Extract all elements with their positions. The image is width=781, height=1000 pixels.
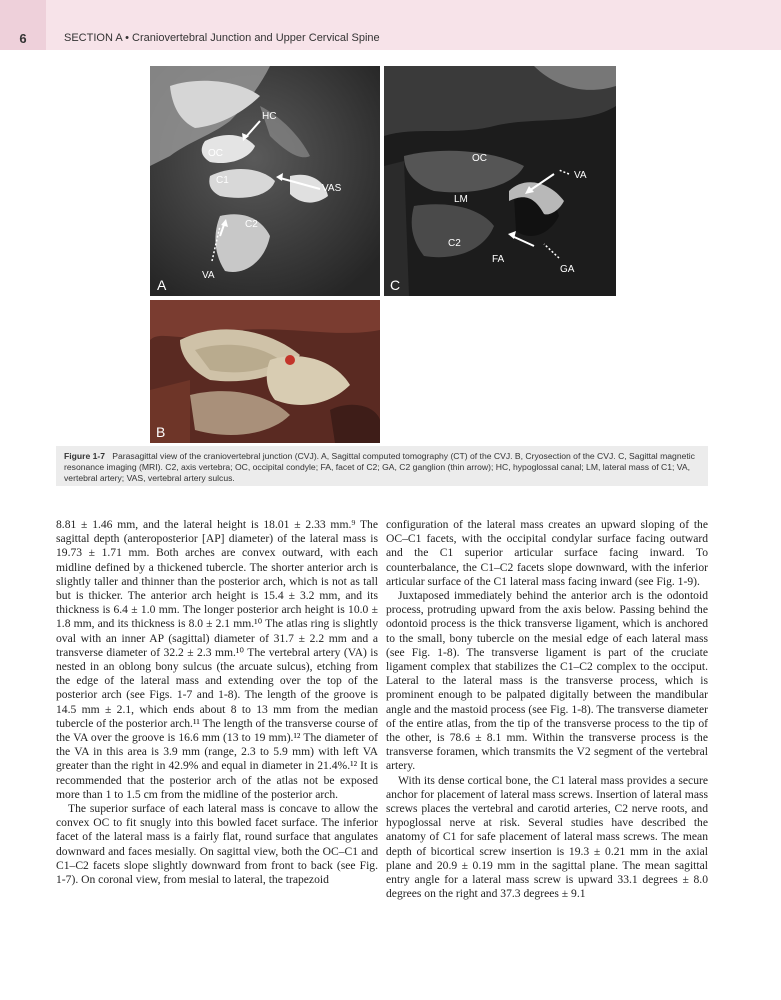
page-number: 6 bbox=[19, 31, 27, 46]
paragraph: 8.81 ± 1.46 mm, and the lateral height is 18.01 ± 2.33 mm.⁹ The sagittal depth (anteroposterior [AP] diameter) of the lateral mass is 19.73 ± 1.71 mm. Both arches are convex outward, with each midline defined by a thickened tubercle. The shorter anterior arch is slightly taller and thinner than the posterior arch, which is not as tall but is thicker. The anterior arch height is 15.4 ± 3.2 mm, and its thickness is 6.4 ± 1.0 mm. The longer posterior arch height is 10.0 ± 1.8 mm, and its thickness is 8.0 ± 2.1 mm.¹⁰ The atlas ring is slightly oval with an inner AP (sagittal) diameter of 31.7 ± 2.2 mm and a transverse diameter of 32.2 ± 2.3 mm.¹⁰ The vertebral artery (VA) is nested in an oblong bony sulcus (the arcuate sulcus), etching from the edge of the lateral mass and extending over the top of the posterior arch (see Figs. 1-7 and 1-8). The length of the groove is 14.5 mm ± 2.1, which ends about 8 to 13 mm from the median tubercle of the posterior arch.¹¹ The length of the transverse course of the VA over the groove is 16.6 mm (13 to 19 mm).¹² The diameter of the VA in this area is 3.9 mm (range, 2.3 to 5.9 mm) with left VA greater than the right in 42.9% and equal in diameter in 21.4%.¹² It is recommended that the posterior arch of the atlas not be exposed more than 1 to 1.5 cm from the midline of the posterior arch. bbox=[56, 518, 378, 801]
label-vas: VAS bbox=[322, 183, 342, 194]
page-header bbox=[0, 0, 781, 50]
paragraph: Juxtaposed immediately behind the anterior arch is the odontoid process, protruding upward from the axis below. Passing behind the odontoid process is the thick transverse ligament, which is anchored to the small, bony tubercle on the mesial edge of each lateral mass (see Fig. 1-8). The transverse ligament is part of the cruciate ligament complex that stabilizes the C1–C2 complex to the occiput. Lateral to the lateral mass is the transverse process, which is prominent enough to be palpated digitally between the mandibular angle and the mastoid process (see Fig. 1-8). The transverse diameter of the entire atlas, from the tip of the transverse process to the tip of the other, is 78.6 ± 8.1 mm. Within the transverse process is the transverse foramen, which transmits the V2 segment of the vertebral artery. bbox=[386, 589, 708, 773]
label-fa: FA bbox=[492, 254, 505, 265]
label-c1: C1 bbox=[216, 175, 229, 186]
section-title: SECTION A • Craniovertebral Junction and Upper Cervical Spine bbox=[64, 32, 380, 44]
ct-image bbox=[150, 66, 380, 296]
text-column-right bbox=[386, 518, 708, 901]
label-c2-c: C2 bbox=[448, 238, 461, 249]
label-oc-c: OC bbox=[472, 153, 487, 164]
label-lm: LM bbox=[454, 194, 468, 205]
panel-letter-b: B bbox=[156, 424, 166, 440]
figure-number: Figure 1-7 bbox=[64, 451, 106, 461]
label-va: VA bbox=[202, 270, 215, 281]
figure-caption bbox=[56, 446, 708, 486]
text-column-left bbox=[56, 518, 378, 887]
figure-panel-b bbox=[150, 300, 380, 443]
figure-caption-text: Parasagittal view of the craniovertebral junction (CVJ). A, Sagittal computed tomography (CT) of the CVJ. B, Cryosection of the CVJ. C, Sagittal magnetic resonance imaging (MRI). C2, axis vertebra; OC, occipital condyle; FA, facet of C2; GA, C2 ganglion (thin arrow); HC, hypoglossal canal; LM, lateral mass of C1; VA, vertebral artery; VAS, vertebral artery sulcus. bbox=[64, 451, 695, 483]
label-oc: OC bbox=[208, 148, 223, 159]
paragraph: With its dense cortical bone, the C1 lateral mass provides a secure anchor for placement of lateral mass screws. Insertion of lateral mass screws places the vertebral and carotid arteries, C2 nerve roots, and hypoglossal nerve at risk. Several studies have described the anatomy of C1 for safe placement of lateral mass screws. The mean depth of bicortical screw insertion is 19.3 ± 0.21 mm in the axial plane and 20.9 ± 0.19 mm in the sagittal plane. The mean sagittal entry angle for a lateral mass screw is upward 33.1 degrees ± 8.0 degrees on the right and 37.3 degrees ± 9.1 bbox=[386, 773, 708, 901]
figure-panel-a bbox=[150, 66, 380, 296]
label-va-c: VA bbox=[574, 170, 587, 181]
paragraph: configuration of the lateral mass creates an upward sloping of the OC–C1 facets, with the occipital condylar surface facing outward and the C1 superior articular surface facing inward. To counterbalance, the C1–C2 facets slope downward, with the inferior articular surface of the C1 lateral mass facing inward (see Fig. 1-9). bbox=[386, 518, 708, 588]
figure-panel-c bbox=[384, 66, 616, 296]
mri-image bbox=[384, 66, 616, 296]
panel-letter-c: C bbox=[390, 277, 401, 293]
paragraph: The superior surface of each lateral mass is concave to allow the convex OC to fit snugly into this bowled facet surface. The inferior facet of the lateral mass is a fairly flat, round surface that angulates downward and faces mesially. On sagittal view, both the OC–C1 and C1–C2 facets slope slightly downward from front to back (see Fig. 1-7). On coronal view, from mesial to lateral, the trapezoid bbox=[56, 802, 378, 887]
label-hc: HC bbox=[262, 111, 277, 122]
page-number-box bbox=[0, 0, 46, 50]
panel-letter-a: A bbox=[157, 277, 167, 293]
label-c2: C2 bbox=[245, 219, 258, 230]
cryosection-image bbox=[150, 300, 380, 443]
label-ga: GA bbox=[560, 264, 575, 275]
